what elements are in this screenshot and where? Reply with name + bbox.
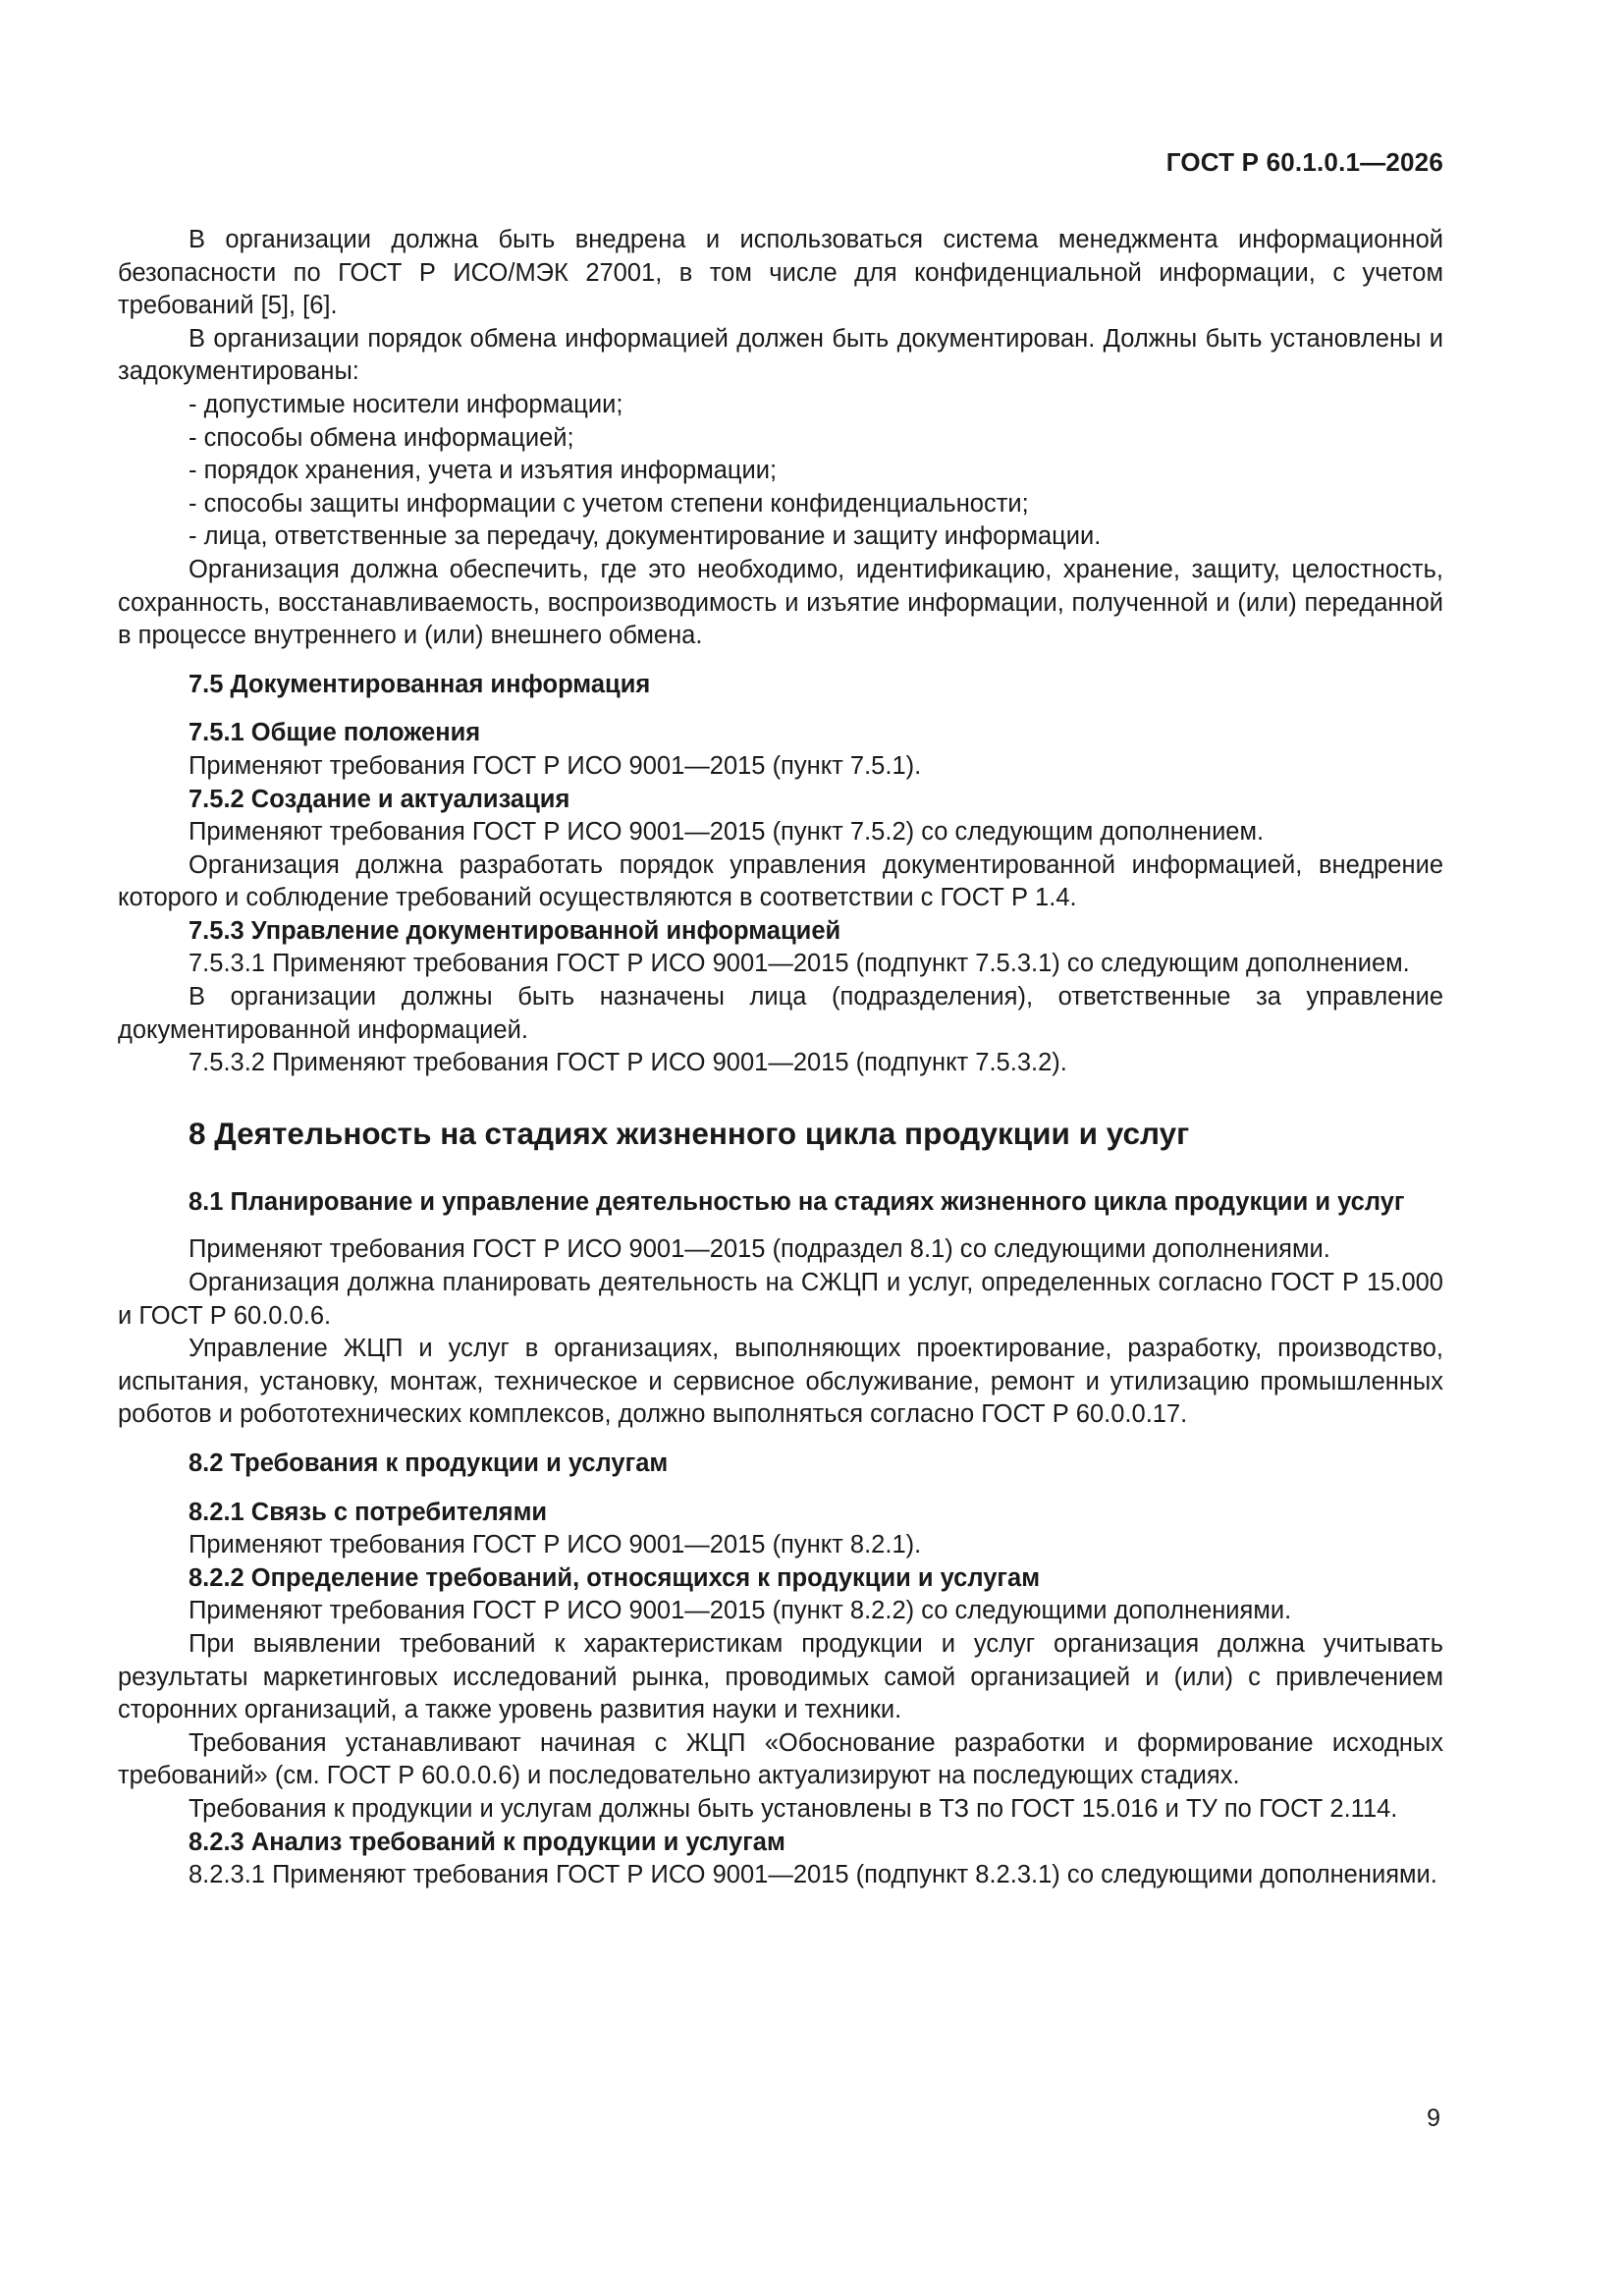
document-code-header: ГОСТ Р 60.1.0.1—2026	[1165, 147, 1443, 177]
paragraph: 8.2.3.1 Применяют требования ГОСТ Р ИСО 9001—2015 (подпункт 8.2.3.1) со следующими дополнениями.	[189, 1861, 1437, 1889]
paragraph: Организация должна разработать порядок управления документированной информацией, внедрение которого и соблюдение требований осуществляются в соответствии с ГОСТ Р 1.4.	[118, 850, 1443, 912]
list-item: - допустимые носители информации;	[189, 390, 623, 418]
section-heading-8: 8 Деятельность на стадиях жизненного цикла продукции и услуг	[189, 1115, 1190, 1151]
list-item: - лица, ответственные за передачу, документирование и защиту информации.	[189, 522, 1102, 551]
paragraph: В организации должны быть назначены лица (подразделения), ответственные за управление документированной информацией.	[118, 983, 1443, 1044]
section-heading-8-2-1: 8.2.1 Связь с потребителями	[189, 1498, 548, 1526]
section-heading-7-5-3: 7.5.3 Управление документированной информацией	[189, 916, 841, 945]
paragraph: В организации должна быть внедрена и использоваться система менеджмента информационной безопасности по ГОСТ Р ИСО/МЭК 27001, в том числе для конфиденциальной информации, с учетом требований [5], [6].	[118, 226, 1443, 320]
section-heading-8-2-2: 8.2.2 Определение требований, относящихся к продукции и услугам	[189, 1563, 1041, 1592]
paragraph: Организация должна обеспечить, где это необходимо, идентификацию, хранение, защиту, целостность, сохранность, восстанавливаемость, воспроизводимость и изъятие информации, полученной и (или) переданной в процессе внутреннего и (или) внешнего обмена.	[118, 555, 1443, 650]
paragraph: Требования к продукции и услугам должны быть установлены в ТЗ по ГОСТ 15.016 и ТУ по ГОСТ 2.114.	[189, 1794, 1398, 1823]
paragraph: В организации порядок обмена информацией должен быть документирован. Должны быть установлены и задокументированы:	[118, 324, 1443, 386]
paragraph: При выявлении требований к характеристикам продукции и услуг организация должна учитывать результаты маркетинговых исследований рынка, проводимых самой организацией и (или) с привлечением сторонних организаций, а также уровень развития науки и техники.	[118, 1629, 1443, 1724]
paragraph: 7.5.3.2 Применяют требования ГОСТ Р ИСО 9001—2015 (подпункт 7.5.3.2).	[189, 1049, 1067, 1077]
section-heading-7-5: 7.5 Документированная информация	[189, 670, 651, 698]
page-number: 9	[1427, 2105, 1440, 2132]
list-item: - порядок хранения, учета и изъятия информации;	[189, 457, 778, 485]
paragraph: 7.5.3.1 Применяют требования ГОСТ Р ИСО 9001—2015 (подпункт 7.5.3.1) со следующим дополнением.	[189, 950, 1410, 978]
paragraph: Применяют требования ГОСТ Р ИСО 9001—2015 (пункт 7.5.2) со следующим дополнением.	[189, 818, 1265, 847]
paragraph: Применяют требования ГОСТ Р ИСО 9001—2015 (пункт 8.2.1).	[189, 1531, 922, 1559]
section-heading-7-5-2: 7.5.2 Создание и актуализация	[189, 785, 570, 813]
paragraph: Применяют требования ГОСТ Р ИСО 9001—2015 (подраздел 8.1) со следующими дополнениями.	[189, 1235, 1330, 1264]
document-body	[118, 224, 1443, 1892]
section-heading-8-2-3: 8.2.3 Анализ требований к продукции и услугам	[189, 1828, 785, 1856]
paragraph: Организация должна планировать деятельность на СЖЦП и услуг, определенных согласно ГОСТ Р 15.000 и ГОСТ Р 60.0.0.6.	[118, 1269, 1443, 1330]
paragraph: Требования устанавливают начиная с ЖЦП «Обоснование разработки и формирование исходных требований» (см. ГОСТ Р 60.0.0.6) и последовательно актуализируют на последующих стадиях.	[118, 1728, 1443, 1790]
paragraph: Применяют требования ГОСТ Р ИСО 9001—2015 (пункт 8.2.2) со следующими дополнениями.	[189, 1597, 1292, 1625]
list-item: - способы обмена информацией;	[189, 423, 574, 452]
paragraph: Управление ЖЦП и услуг в организациях, выполняющих проектирование, разработку, производство, испытания, установку, монтаж, техническое и сервисное обслуживание, ремонт и утилизацию промышленных роботов и робототехнических комплексов, должно выполняться согласно ГОСТ Р 60.0.0.17.	[118, 1335, 1443, 1429]
section-heading-8-2: 8.2 Требования к продукции и услугам	[189, 1449, 669, 1477]
section-heading-7-5-1: 7.5.1 Общие положения	[189, 719, 481, 747]
list-item: - способы защиты информации с учетом степени конфиденциальности;	[189, 489, 1029, 518]
section-heading-8-1: 8.1 Планирование и управление деятельностью на стадиях жизненного цикла продукции и услуг	[189, 1187, 1405, 1216]
paragraph: Применяют требования ГОСТ Р ИСО 9001—2015 (пункт 7.5.1).	[189, 751, 922, 780]
